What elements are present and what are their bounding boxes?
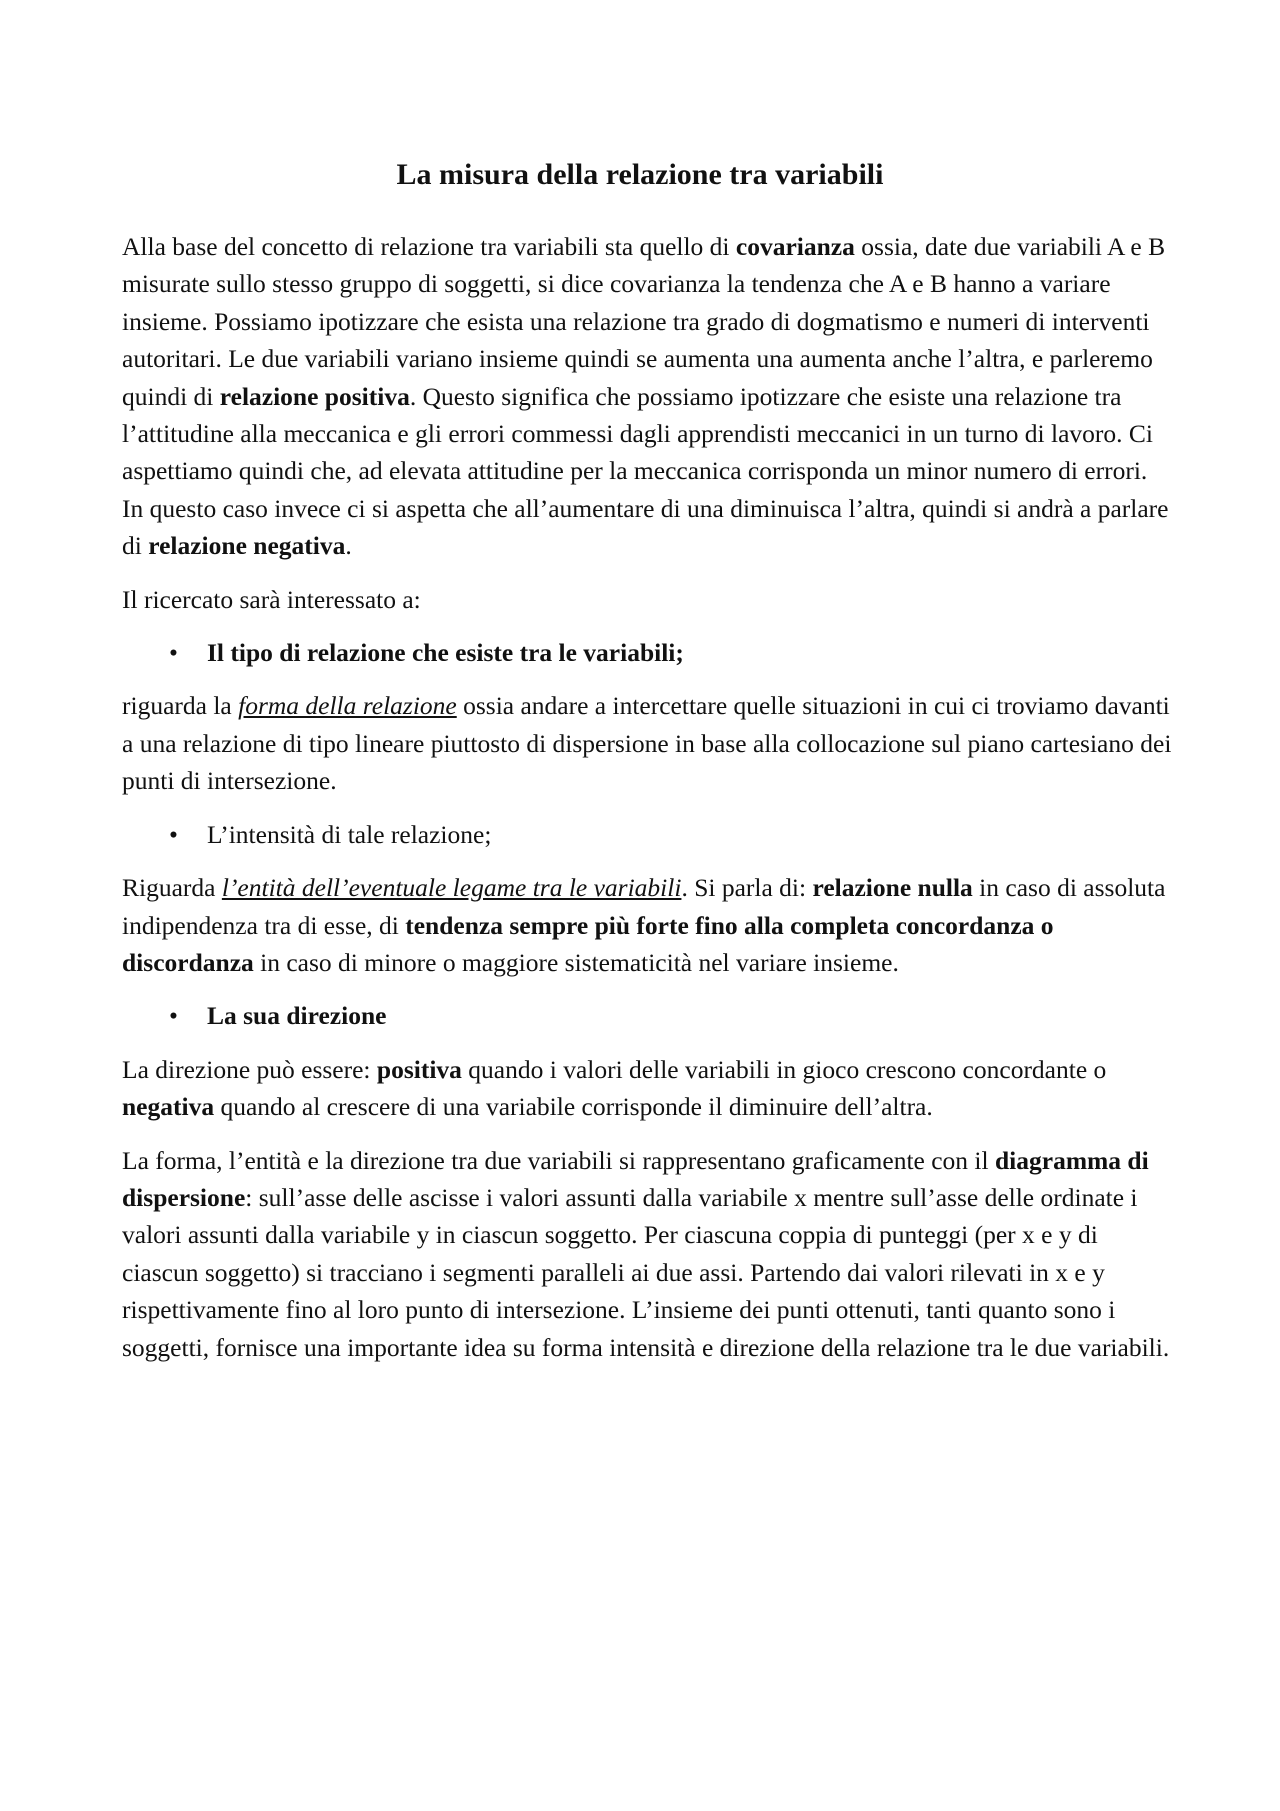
- bullet-icon: •: [169, 819, 178, 849]
- text-span: La direzione può essere:: [122, 1054, 377, 1084]
- bold-term-diagramma: diagramma di dispersione: [122, 1145, 1149, 1212]
- text-span: ossia andare a intercettare quelle situazioni in cui ci troviamo davanti a una relazione di tipo lineare piuttosto di dispersione in base alla collocazione sul piano cartesiano dei punti di intersezione.: [122, 691, 1172, 796]
- text-span: Riguarda: [122, 873, 222, 903]
- list-item: [122, 634, 1172, 671]
- paragraph-forma: [122, 687, 1172, 799]
- list-item: [122, 816, 1172, 853]
- paragraph-direzione: [122, 1051, 1172, 1126]
- bullet-list-tipo: [122, 634, 1172, 671]
- page-title: La misura della relazione tra variabili: [396, 158, 884, 191]
- bullet-text-intensita: L’intensità di tale relazione;: [207, 819, 492, 849]
- text-span: quando al crescere di una variabile corrisponde il diminuire dell’altra.: [214, 1092, 933, 1122]
- text-span: Alla base del concetto di relazione tra variabili sta quello di: [122, 232, 736, 261]
- paragraph-entita: [122, 869, 1172, 981]
- text-span: quando i valori delle variabili in gioco crescono concordante o: [461, 1054, 1107, 1084]
- bold-term-covarianza: covarianza: [735, 232, 855, 261]
- underlined-term-entita: l’entità dell’eventuale legame tra le variabili: [221, 873, 682, 903]
- bold-term-relazione-positiva: relazione positiva: [219, 381, 410, 411]
- bullet-icon: •: [169, 1001, 178, 1031]
- bold-term-positiva: positiva: [376, 1054, 462, 1084]
- list-item: [122, 997, 1172, 1034]
- text-span: La forma, l’entità e la direzione tra due variabili si rappresentano graficamente con il: [122, 1145, 995, 1175]
- bold-term-relazione-negativa: relazione negativa: [148, 531, 346, 561]
- text-span: . Si parla di:: [681, 873, 813, 903]
- text-span: . Questo significa che possiamo ipotizzare che esiste una relazione tra l’attitudine alla meccanica e gli errori commessi dagli apprendisti meccanici in un turno di lavoro. Ci aspettiamo quindi che, ad elevata attitudine per la meccanica corrisponda un minor numero di errori. In questo caso invece ci si aspetta che all’aumentare di una diminuisca l’altra, quindi si andrà a parlare di: [122, 381, 1169, 561]
- text-span: riguarda la: [122, 691, 239, 721]
- text-span: : sull’asse delle ascisse i valori assunti dalla variabile x mentre sull’asse delle ordinate i valori assunti dalla variabile y in ciascun soggetto. Per ciascuna coppia di punteggi (per x e y di ciascun soggetto) si tracciano i segmenti paralleli ai due assi. Partendo dai valori rilevati in x e y rispettivamente fino al loro punto di intersezione. L’insieme dei punti ottenuti, tanti quanto sono i soggetti, fornisce una importante idea su forma intensità e direzione della relazione tra le due variabili.: [122, 1182, 1170, 1362]
- paragraph-covarianza: [122, 228, 1172, 565]
- bold-term-negativa: negativa: [122, 1092, 215, 1122]
- bold-term-tendenza: tendenza sempre più forte fino alla completa concordanza o discordanza: [122, 910, 1054, 977]
- bullet-icon: •: [169, 638, 178, 668]
- text-span: in caso di assoluta indipendenza tra di esse, di: [122, 873, 1166, 940]
- paragraph-diagramma: [122, 1142, 1172, 1366]
- text-span: ossia, date due variabili A e B misurate sullo stesso gruppo di soggetti, si dice covarianza la tendenza che A e B hanno a variare insieme. Possiamo ipotizzare che esista una relazione tra grado di dogmatismo e numeri di interventi autoritari. Le due variabili variano insieme quindi se aumenta una aumenta anche l’altra, e parleremo quindi di: [122, 232, 1166, 411]
- bullet-text-direzione: La sua direzione: [207, 1001, 387, 1031]
- bullet-text-tipo: Il tipo di relazione che esiste tra le variabili;: [207, 638, 684, 668]
- underlined-term-forma: forma della relazione: [238, 691, 457, 721]
- bullet-list-direzione: [122, 997, 1172, 1034]
- text-span: .: [345, 531, 352, 561]
- bold-term-relazione-nulla: relazione nulla: [812, 873, 973, 903]
- paragraph-intro-list: Il ricercato sarà interessato a:: [122, 584, 421, 614]
- text-span: in caso di minore o maggiore sistematicità nel variare insieme.: [253, 947, 899, 977]
- bullet-list-intensita: [122, 816, 1172, 853]
- document-body: [122, 228, 1172, 1382]
